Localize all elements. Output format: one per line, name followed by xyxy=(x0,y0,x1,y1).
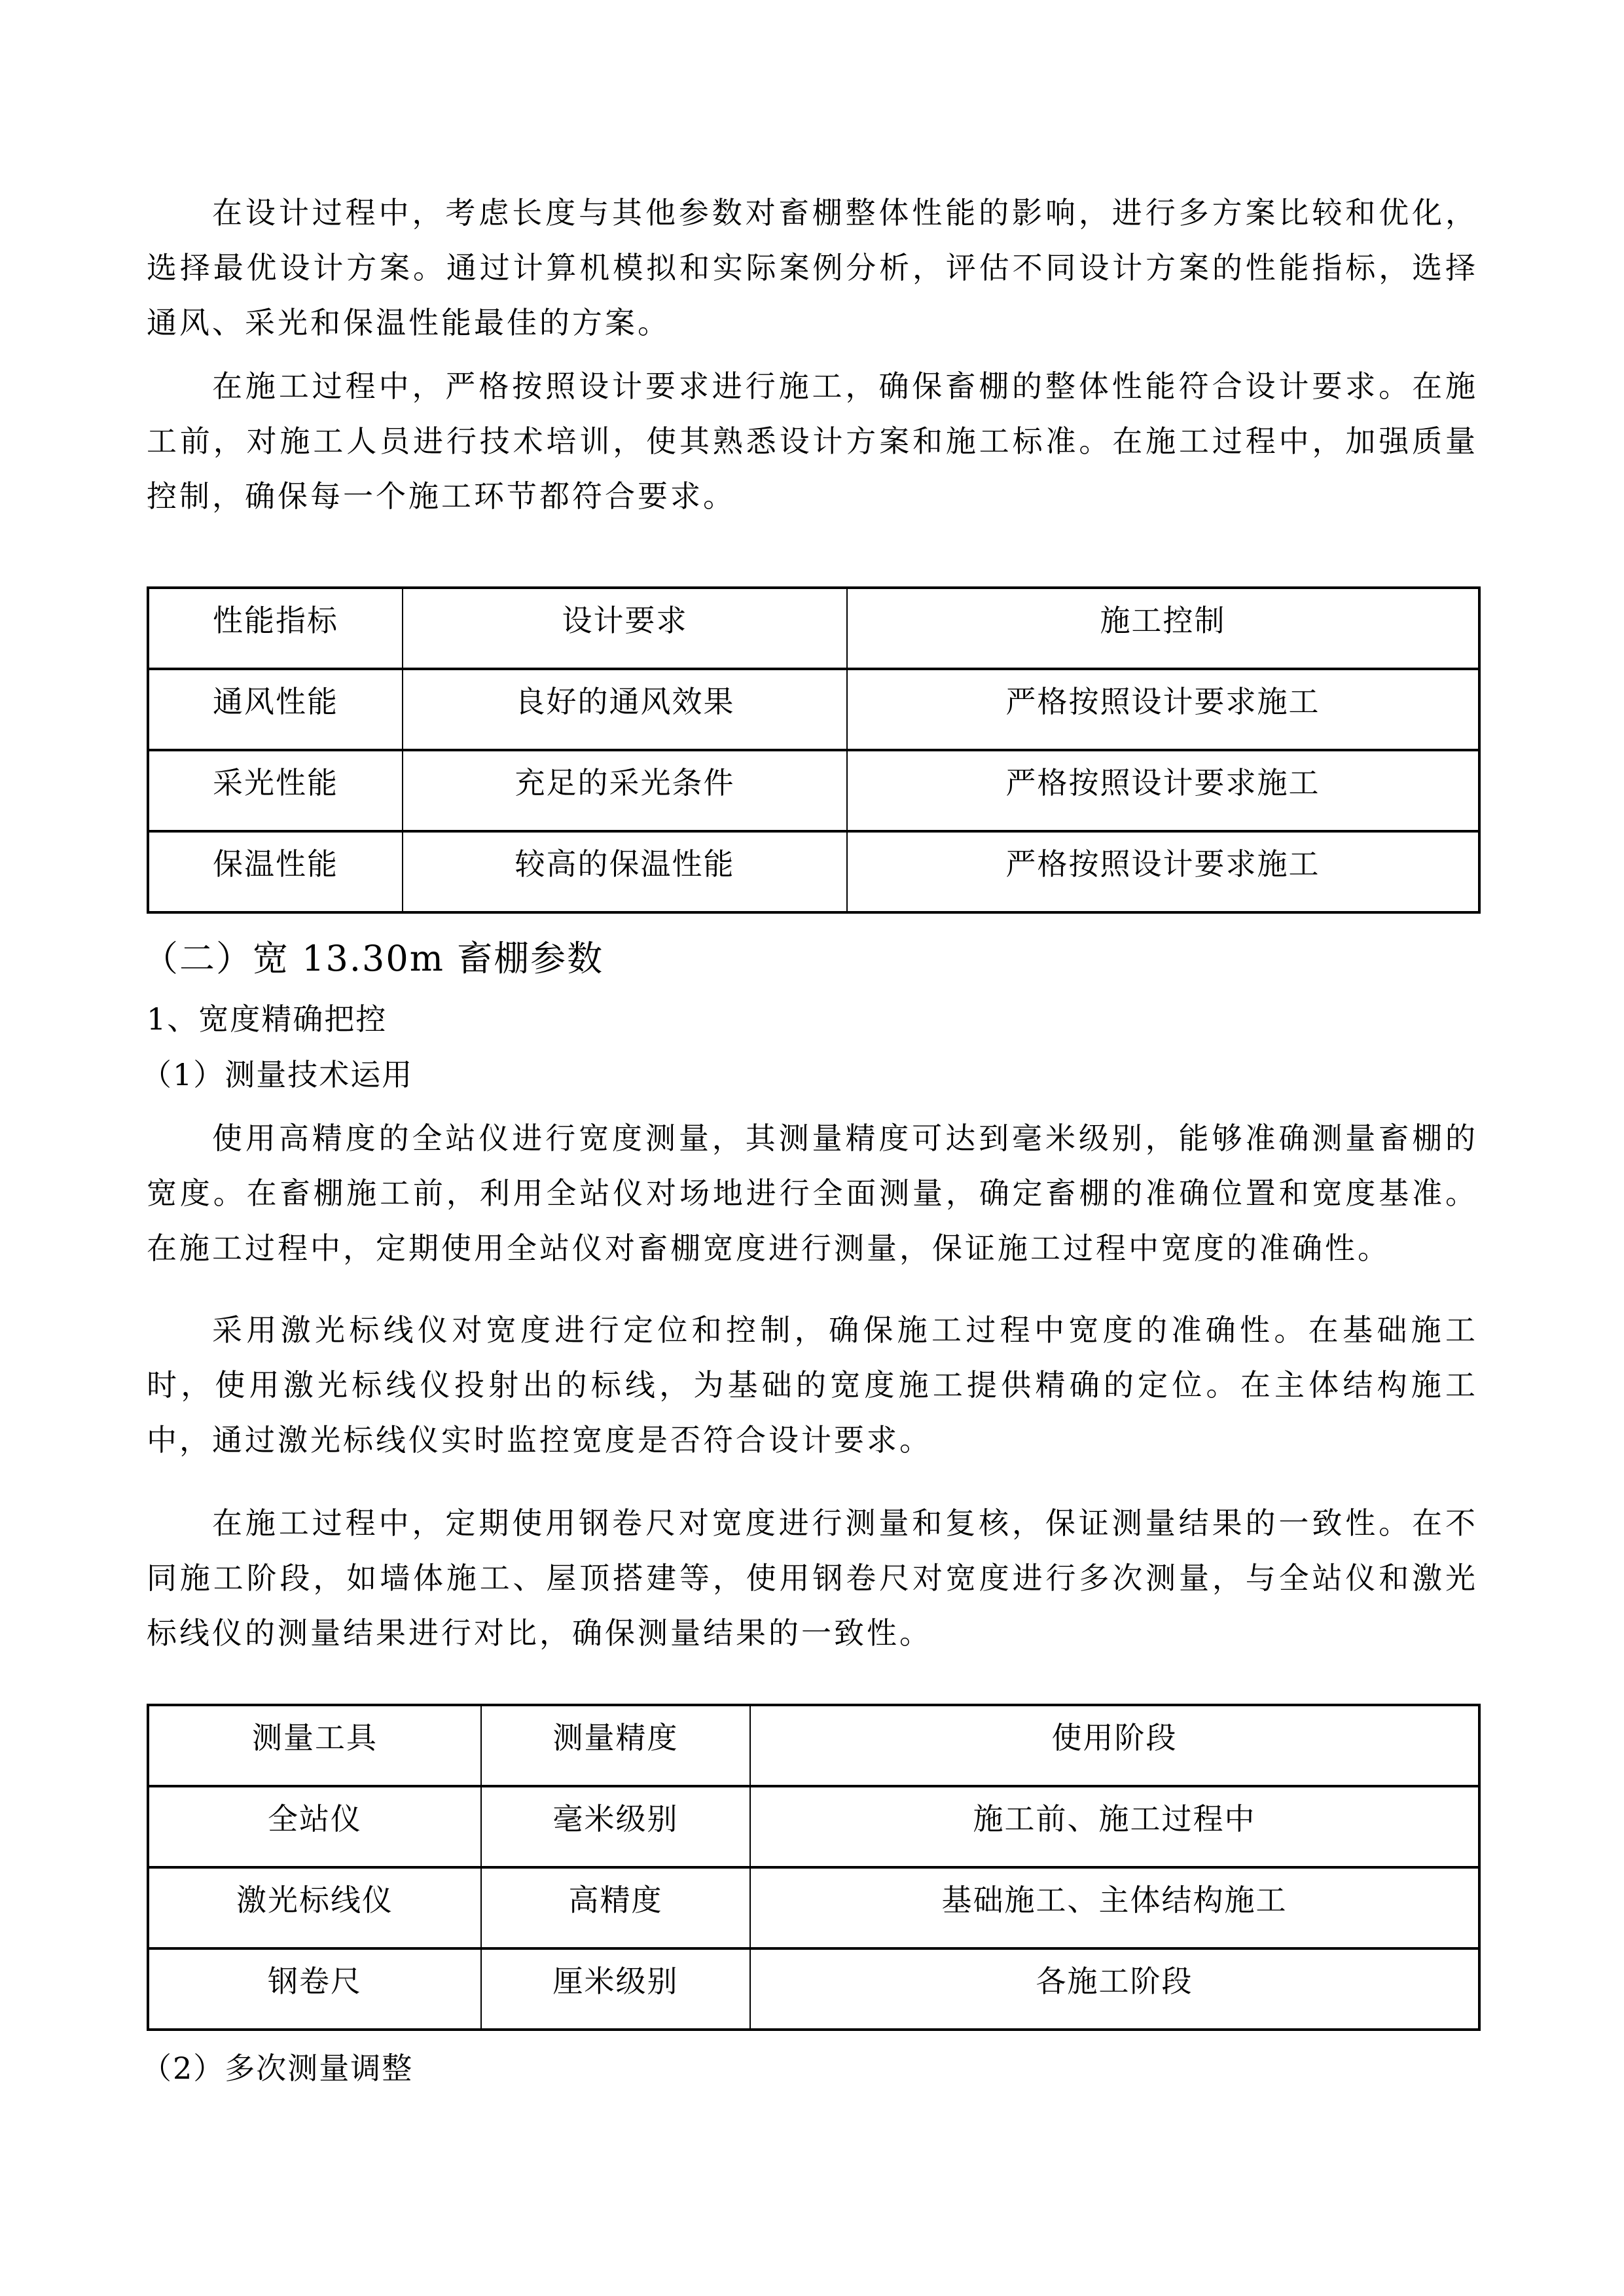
table-cell: 严格按照设计要求施工 xyxy=(847,831,1479,912)
subheading-repeated-measurement: （2）多次测量调整 xyxy=(141,2051,414,2086)
paragraph-construction-control: 在施工过程中，严格按照设计要求进行施工，确保畜棚的整体性能符合设计要求。在施工前，对施工人员进行技术培训，使其熟悉设计方案和施工标准。在施工过程中，加强质量控制，确保每一个施工环节都符合要求。 xyxy=(147,368,1478,514)
table-row xyxy=(148,1867,1479,1948)
table-row xyxy=(148,831,1479,912)
table-cell: 保温性能 xyxy=(148,831,403,912)
table-header-cell: 性能指标 xyxy=(148,588,403,669)
table-row xyxy=(148,1786,1479,1867)
performance-table xyxy=(147,586,1481,914)
measurement-tools-table xyxy=(147,1704,1481,2031)
table-cell: 通风性能 xyxy=(148,669,403,750)
table-header-cell: 使用阶段 xyxy=(750,1705,1479,1786)
table-cell: 严格按照设计要求施工 xyxy=(847,669,1479,750)
table-cell: 较高的保温性能 xyxy=(403,831,847,912)
paragraph-total-station: 使用高精度的全站仪进行宽度测量，其测量精度可达到毫米级别，能够准确测量畜棚的宽度。在畜棚施工前，利用全站仪对场地进行全面测量，确定畜棚的准确位置和宽度基准。在施工过程中，定期使用全站仪对畜棚宽度进行测量，保证施工过程中宽度的准确性。 xyxy=(147,1121,1478,1266)
table-row xyxy=(148,1948,1479,2030)
subheading-width-control: 1、宽度精确把控 xyxy=(147,1001,388,1037)
paragraph-steel-tape: 在施工过程中，定期使用钢卷尺对宽度进行测量和复核，保证测量结果的一致性。在不同施工阶段，如墙体施工、屋顶搭建等，使用钢卷尺对宽度进行多次测量，与全站仪和激光标线仪的测量结果进行对比，确保测量结果的一致性。 xyxy=(147,1505,1478,1651)
table-header-row xyxy=(148,1705,1479,1786)
table-cell: 高精度 xyxy=(481,1867,750,1948)
table-cell: 全站仪 xyxy=(148,1786,481,1867)
section-heading: （二）宽 13.30m 畜棚参数 xyxy=(143,938,604,979)
table-cell: 严格按照设计要求施工 xyxy=(847,750,1479,831)
table-cell: 基础施工、主体结构施工 xyxy=(750,1867,1479,1948)
table-header-cell: 测量工具 xyxy=(148,1705,481,1786)
table-cell: 良好的通风效果 xyxy=(403,669,847,750)
table-cell: 激光标线仪 xyxy=(148,1867,481,1948)
table-row xyxy=(148,750,1479,831)
table-header-cell: 施工控制 xyxy=(847,588,1479,669)
table-header-row xyxy=(148,588,1479,669)
table-cell: 各施工阶段 xyxy=(750,1948,1479,2030)
table-cell: 采光性能 xyxy=(148,750,403,831)
table-cell: 毫米级别 xyxy=(481,1786,750,1867)
paragraph-laser-marker: 采用激光标线仪对宽度进行定位和控制，确保施工过程中宽度的准确性。在基础施工时，使用激光标线仪投射出的标线，为基础的宽度施工提供精确的定位。在主体结构施工中，通过激光标线仪实时监控宽度是否符合设计要求。 xyxy=(147,1312,1478,1458)
table-header-cell: 测量精度 xyxy=(481,1705,750,1786)
table-row xyxy=(148,669,1479,750)
table-cell: 充足的采光条件 xyxy=(403,750,847,831)
table-header-cell: 设计要求 xyxy=(403,588,847,669)
subheading-measurement-tech: （1）测量技术运用 xyxy=(141,1057,414,1092)
paragraph-design-optimization: 在设计过程中，考虑长度与其他参数对畜棚整体性能的影响，进行多方案比较和优化，选择最优设计方案。通过计算机模拟和实际案例分析，评估不同设计方案的性能指标，选择通风、采光和保温性能最佳的方案。 xyxy=(147,195,1478,340)
table-cell: 施工前、施工过程中 xyxy=(750,1786,1479,1867)
table-cell: 钢卷尺 xyxy=(148,1948,481,2030)
table-cell: 厘米级别 xyxy=(481,1948,750,2030)
